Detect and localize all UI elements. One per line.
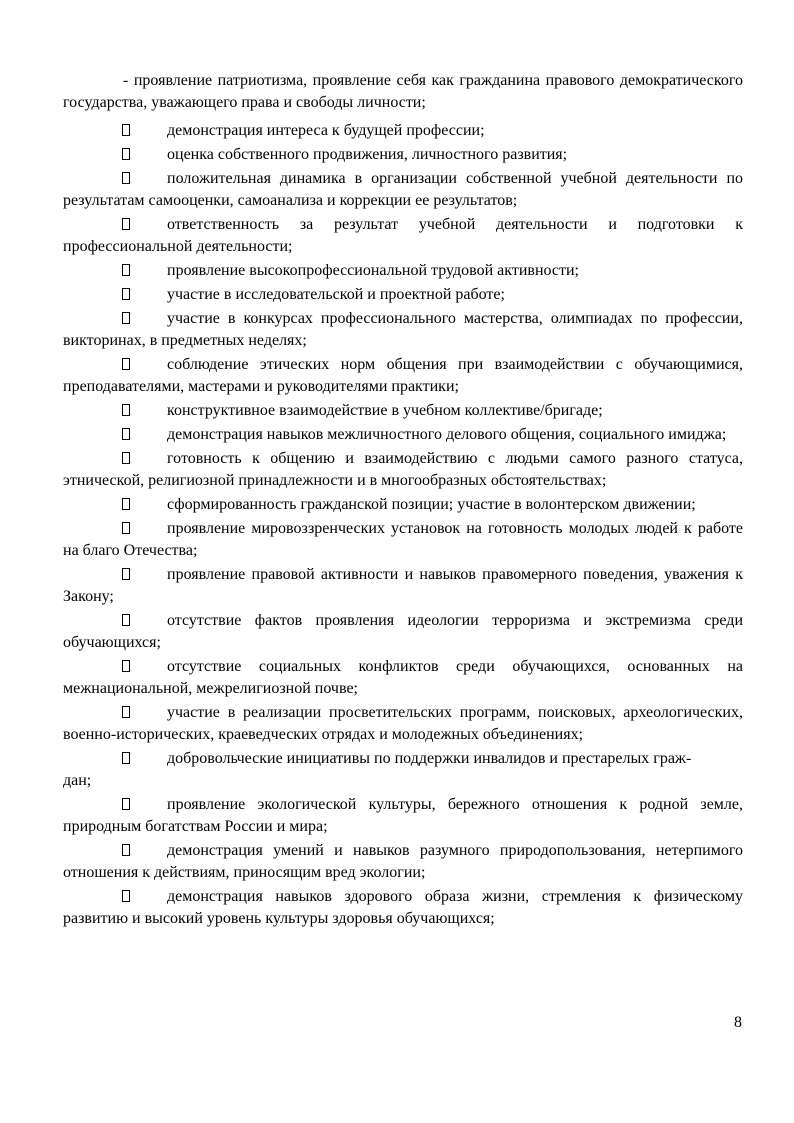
list-item: оценка собственного продвижения, личностного развития; bbox=[63, 144, 743, 166]
list-item: готовность к общению и взаимодействию с людьми самого разного статуса, этнической, религиозной принадлежности и в многообразных обстоятельствах; bbox=[63, 450, 743, 489]
bullet-box-icon bbox=[122, 264, 130, 276]
bullet-box-icon bbox=[122, 312, 130, 324]
bullet-box-icon bbox=[122, 844, 130, 856]
list-item: проявление высокопрофессиональной трудовой активности; bbox=[63, 260, 743, 282]
bullet-box-icon bbox=[122, 798, 130, 810]
bullet-list bbox=[63, 120, 743, 930]
bullet-box-icon bbox=[122, 752, 130, 764]
list-item: отсутствие фактов проявления идеологии терроризма и экстремизма среди обучающихся; bbox=[63, 612, 743, 651]
list-item: демонстрация умений и навыков разумного природопользования, нетерпимого отношения к действиям, приносящим вред экологии; bbox=[63, 842, 743, 881]
list-item: проявление мировоззренческих установок на готовность молодых людей к работе на благо Отечества; bbox=[63, 520, 743, 559]
bullet-box-icon bbox=[122, 568, 130, 580]
bullet-box-icon bbox=[122, 358, 130, 370]
bullet-box-icon bbox=[122, 498, 130, 510]
list-item: участие в конкурсах профессионального мастерства, олимпиадах по профессии, викторинах, в предметных неделях; bbox=[63, 310, 743, 349]
list-item: демонстрация навыков межличностного делового общения, социального имиджа; bbox=[63, 424, 743, 446]
bullet-box-icon bbox=[122, 614, 130, 626]
bullet-box-icon bbox=[122, 172, 130, 184]
bullet-box-icon bbox=[122, 660, 130, 672]
bullet-box-icon bbox=[122, 148, 130, 160]
list-item: положительная динамика в организации собственной учебной деятельности по результатам самооценки, самоанализа и коррекции ее результатов; bbox=[63, 170, 743, 209]
bullet-box-icon bbox=[122, 706, 130, 718]
list-item: соблюдение этических норм общения при взаимодействии с обучающимися, преподавателями, мастерами и руководителями практики; bbox=[63, 356, 743, 395]
list-item: сформированность гражданской позиции; участие в волонтерском движении; bbox=[63, 494, 743, 516]
page-number: 8 bbox=[734, 1014, 742, 1031]
list-item: участие в исследовательской и проектной работе; bbox=[63, 284, 743, 306]
bullet-box-icon bbox=[122, 522, 130, 534]
text-content bbox=[63, 70, 743, 932]
list-item: проявление правовой активности и навыков правомерного поведения, уважения к Закону; bbox=[63, 566, 743, 605]
bullet-box-icon bbox=[122, 404, 130, 416]
bullet-box-icon bbox=[122, 890, 130, 902]
list-item: отсутствие социальных конфликтов среди обучающихся, основанных на межнациональной, межрелигиозной почве; bbox=[63, 658, 743, 697]
bullet-box-icon bbox=[122, 124, 130, 136]
bullet-box-icon bbox=[122, 428, 130, 440]
list-item: проявление экологической культуры, бережного отношения к родной земле, природным богатствам России и мира; bbox=[63, 796, 743, 835]
bullet-box-icon bbox=[122, 452, 130, 464]
list-item: демонстрация навыков здорового образа жизни, стремления к физическому развитию и высокий уровень культуры здоровья обучающихся; bbox=[63, 888, 743, 927]
bullet-box-icon bbox=[122, 288, 130, 300]
list-item: конструктивное взаимодействие в учебном коллективе/бригаде; bbox=[63, 400, 743, 422]
list-item: участие в реализации просветительских программ, поисковых, археологических, военно-исторических, краеведческих отрядах и молодежных объединениях; bbox=[63, 704, 743, 743]
intro-paragraph: - проявление патриотизма, проявление себя как гражданина правового демократического государства, уважающего права и свободы личности; bbox=[63, 72, 743, 111]
bullet-box-icon bbox=[122, 218, 130, 230]
list-item: ответственность за результат учебной деятельности и подготовки к профессиональной деятельности; bbox=[63, 216, 743, 255]
list-item: демонстрация интереса к будущей профессии; bbox=[63, 120, 743, 142]
list-item: добровольческие инициативы по поддержки инвалидов и престарелых граж- дан; bbox=[63, 750, 692, 789]
